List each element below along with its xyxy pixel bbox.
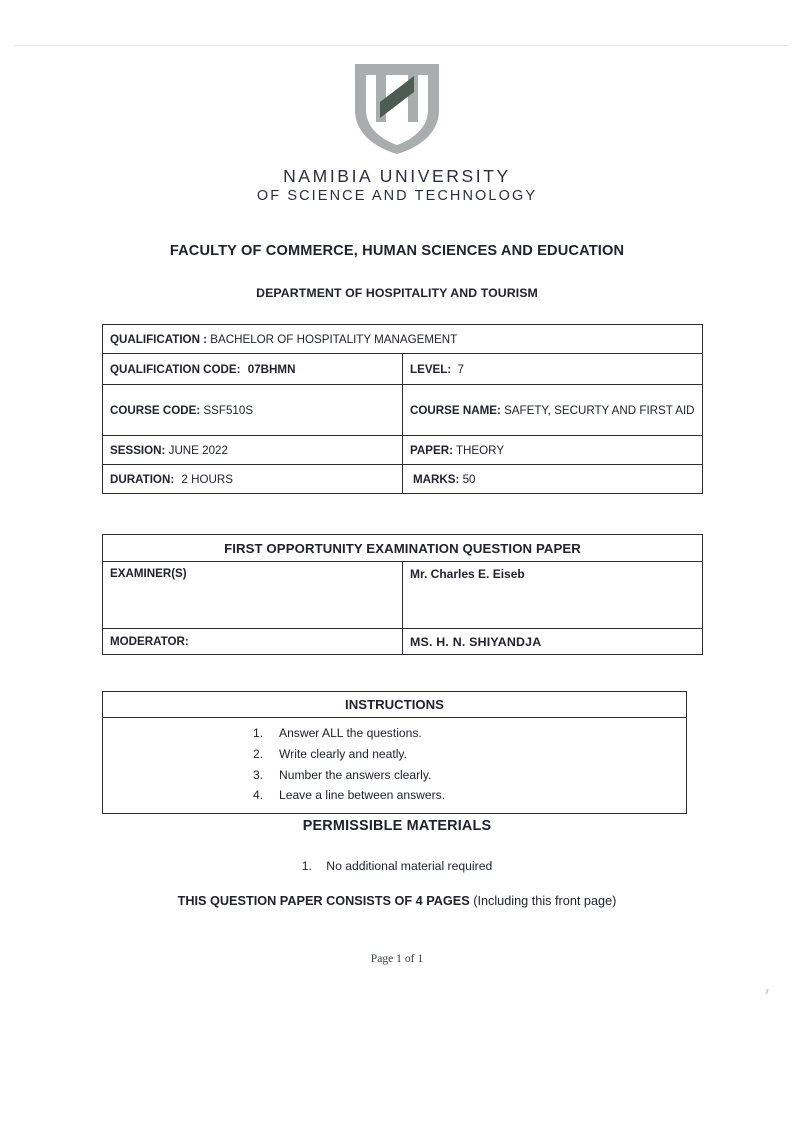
- table-row-session: [103, 436, 703, 465]
- paper-label: PAPER:: [410, 443, 453, 457]
- permissible-item-text: No additional material required: [326, 859, 493, 873]
- qualification-value: BACHELOR OF HOSPITALITY MANAGEMENT: [210, 332, 458, 346]
- examiner-label: EXAMINER(S): [103, 562, 403, 629]
- qualification-label: QUALIFICATION :: [110, 332, 208, 346]
- paper-value: THEORY: [455, 443, 505, 457]
- page-count-normal: (Including this front page): [469, 894, 617, 908]
- duration-value: 2 HOURS: [181, 472, 233, 486]
- duration-cell: [103, 465, 403, 494]
- page-footer: Page 1 of 1: [370, 952, 424, 965]
- page-count-bold: THIS QUESTION PAPER CONSISTS OF 4 PAGES: [177, 894, 470, 908]
- instruction-number: 2.: [253, 746, 264, 761]
- list-item: [253, 785, 686, 806]
- exam-paper-title: FIRST OPPORTUNITY EXAMINATION QUESTION PAPER: [103, 535, 703, 562]
- qualification-table: [102, 324, 703, 494]
- list-item: [302, 859, 493, 873]
- permissible-materials-title: PERMISSIBLE MATERIALS: [302, 818, 492, 834]
- page-count-notice: [0, 894, 794, 908]
- course-name-cell: [403, 385, 703, 436]
- institution-logo: [0, 58, 794, 163]
- marks-label: MARKS:: [413, 472, 460, 486]
- table-row-course: [103, 385, 703, 436]
- list-item: [253, 723, 686, 744]
- table-row-moderator: [103, 629, 703, 655]
- marks-cell: [403, 465, 703, 494]
- level-cell: [403, 354, 703, 385]
- permissible-item-number: 1.: [301, 859, 312, 873]
- moderator-label: MODERATOR:: [103, 629, 403, 655]
- institution-name-line2: OF SCIENCE AND TECHNOLOGY: [256, 188, 538, 204]
- instruction-number: 3.: [253, 767, 264, 782]
- table-row-examiner: [103, 562, 703, 629]
- list-item: [253, 765, 686, 786]
- instructions-table: [102, 691, 687, 814]
- instructions-body: [103, 718, 687, 814]
- instruction-text: Answer ALL the questions.: [279, 726, 422, 740]
- institution-name-line1: NAMIBIA UNIVERSITY: [283, 166, 511, 186]
- course-code-cell: [103, 385, 403, 436]
- paper-cell: [403, 436, 703, 465]
- table-row-qualification-code: [103, 354, 703, 385]
- table-row-exam-title: [103, 535, 703, 562]
- instruction-text: Number the answers clearly.: [279, 767, 432, 782]
- qualification-code-cell: [103, 354, 403, 385]
- moderator-value: MS. H. N. SHIYANDJA: [403, 629, 703, 655]
- level-value: 7: [457, 362, 464, 376]
- nust-shield-logo-icon: [347, 58, 447, 158]
- level-label: LEVEL:: [410, 362, 452, 376]
- department-heading: DEPARTMENT OF HOSPITALITY AND TOURISM: [256, 286, 538, 300]
- qualification-cell: [103, 325, 703, 354]
- faculty-heading: FACULTY OF COMMERCE, HUMAN SCIENCES AND EDUCATION: [169, 243, 625, 259]
- qualification-code-value: 07BHMN: [247, 362, 296, 376]
- institution-name: [0, 166, 794, 206]
- session-value: JUNE 2022: [168, 443, 228, 457]
- course-code-label: COURSE CODE:: [110, 403, 201, 417]
- table-row-instructions-body: [103, 718, 687, 814]
- session-label: SESSION:: [110, 443, 166, 457]
- list-item: [253, 744, 686, 765]
- examiner-table: [102, 534, 703, 655]
- instruction-text: Leave a line between answers.: [279, 788, 446, 803]
- course-name-label: COURSE NAME:: [410, 403, 501, 417]
- course-name-value: SAFETY, SECURTY AND FIRST AID: [504, 403, 695, 417]
- table-row-qualification: [103, 325, 703, 354]
- instruction-number: 1.: [253, 726, 264, 740]
- instruction-text: Write clearly and neatly.: [279, 746, 407, 761]
- instructions-list: [103, 723, 686, 806]
- scan-artifact-speck: [765, 989, 768, 994]
- session-cell: [103, 436, 403, 465]
- instructions-title: INSTRUCTIONS: [103, 692, 687, 718]
- course-code-value: SSF510S: [203, 403, 254, 417]
- scan-edge-line: [14, 45, 788, 46]
- permissible-materials-list: [0, 857, 794, 875]
- qualification-code-label: QUALIFICATION CODE:: [110, 362, 241, 376]
- instruction-number: 4.: [253, 788, 264, 803]
- examiner-value: Mr. Charles E. Eiseb: [403, 562, 703, 629]
- duration-label: DURATION:: [110, 472, 175, 486]
- table-row-duration: [103, 465, 703, 494]
- table-row-instructions-title: [103, 692, 687, 718]
- marks-value: 50: [462, 472, 476, 486]
